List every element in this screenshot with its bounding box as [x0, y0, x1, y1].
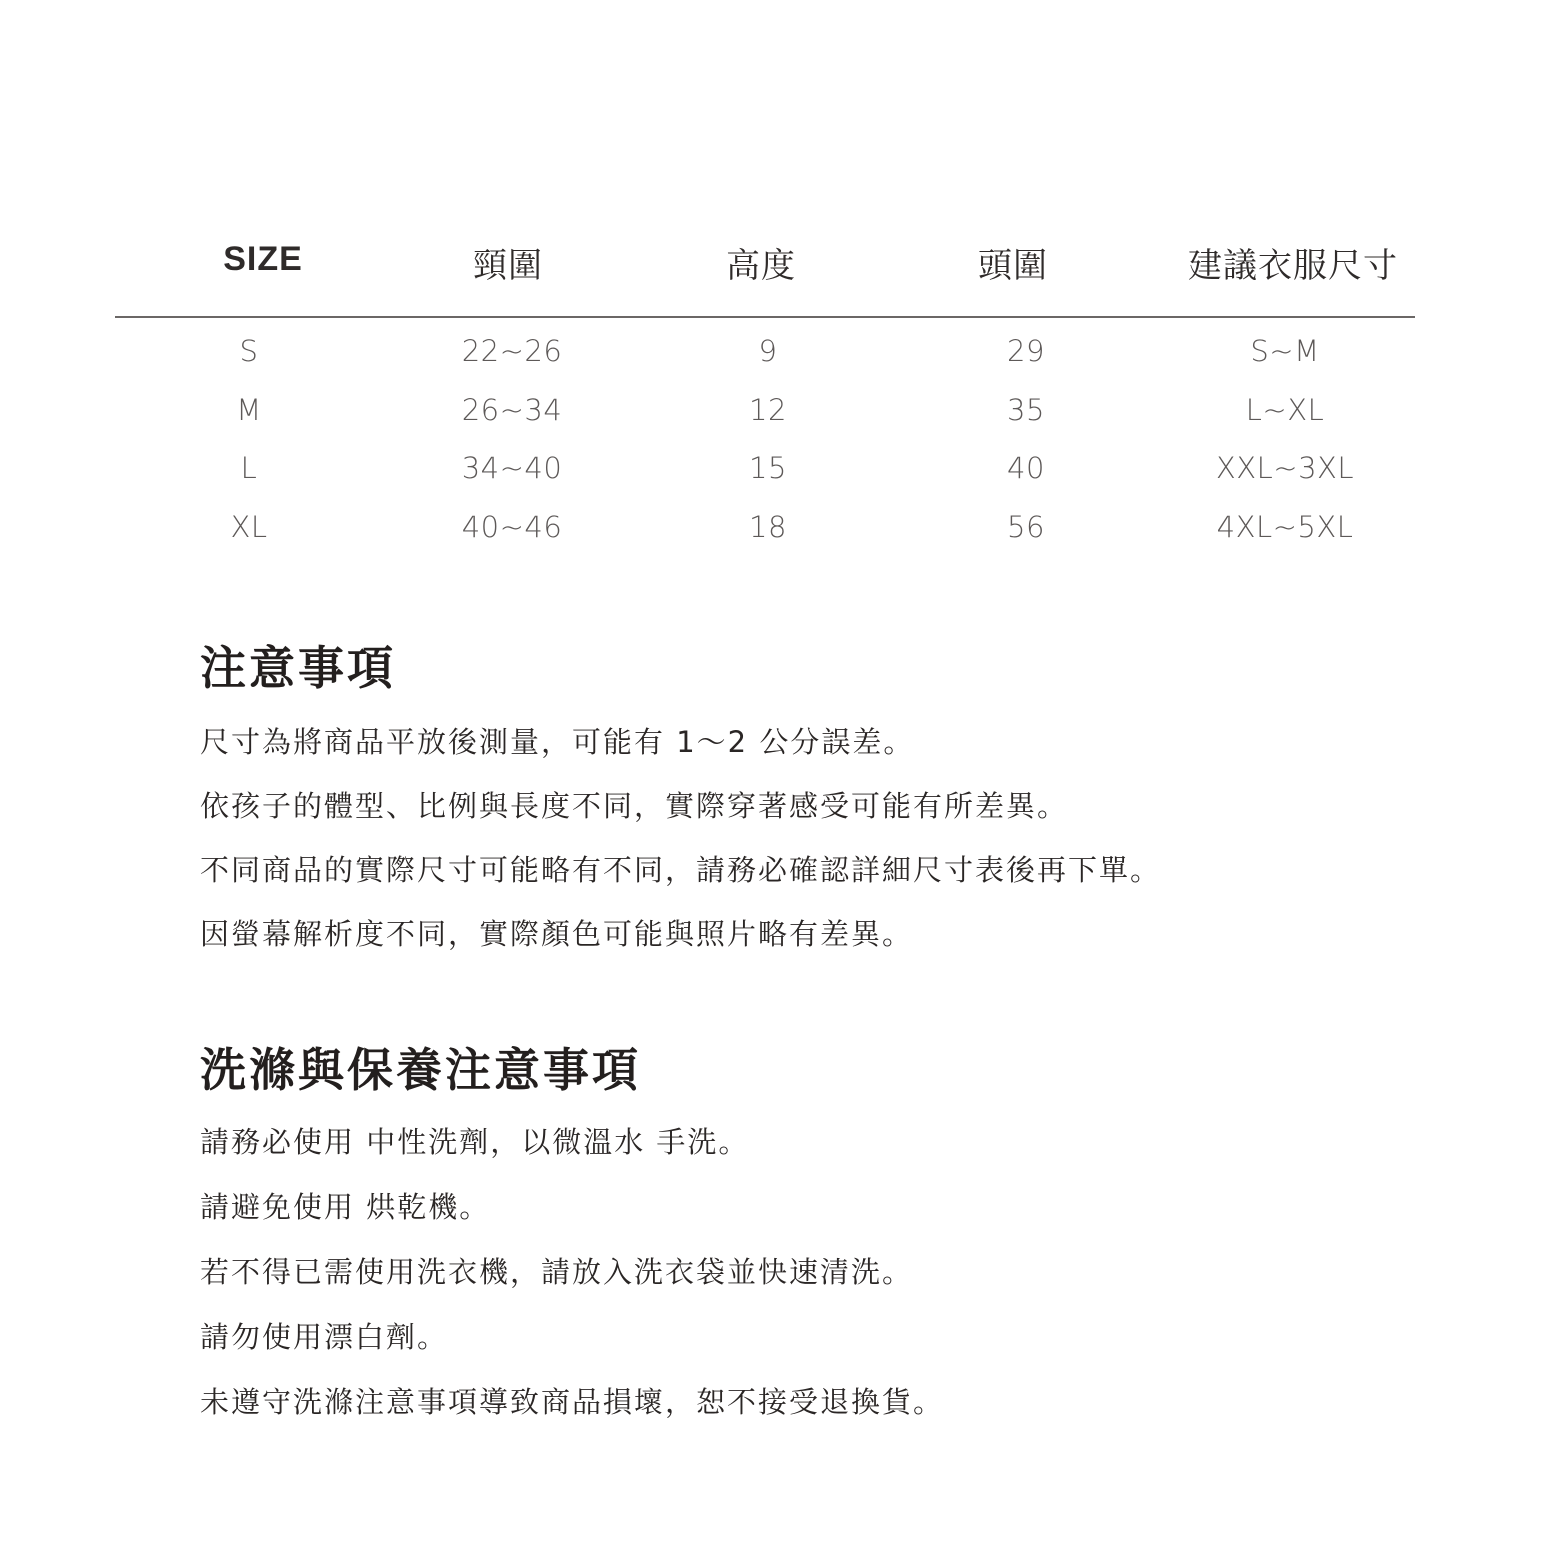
cell-height: 18 — [749, 509, 787, 544]
table-row — [115, 385, 1415, 444]
notes-list — [200, 710, 1400, 966]
cell-neck: 34~40 — [461, 451, 563, 485]
size-table-header — [115, 220, 1415, 318]
cell-height: 15 — [749, 451, 787, 485]
care-title: 洗滌與保養注意事項 — [200, 1043, 641, 1097]
list-item: 依孩子的體型、比例與長度不同，實際穿著感受可能有所差異。 — [200, 789, 1069, 823]
list-item: 若不得已需使用洗衣機，請放入洗衣袋並快速清洗。 — [200, 1255, 914, 1289]
list-item: 未遵守洗滌注意事項導致商品損壞，恕不接受退換貨。 — [200, 1385, 945, 1419]
list-item: 不同商品的實際尺寸可能略有不同，請務必確認詳細尺寸表後再下單。 — [200, 853, 1162, 887]
cell-size: S — [239, 334, 259, 368]
cell-suggested: L~XL — [1245, 392, 1325, 427]
cell-neck: 26~34 — [461, 392, 563, 427]
cell-suggested: S~M — [1250, 334, 1320, 368]
list-item: 請避免使用 烘乾機。 — [200, 1190, 491, 1224]
cell-height: 9 — [758, 334, 778, 368]
size-table-body — [115, 318, 1415, 560]
cell-size: L — [240, 451, 258, 485]
list-item: 請務必使用 中性洗劑，以微溫水 手洗。 — [200, 1125, 750, 1159]
cell-size: XL — [230, 509, 268, 544]
header-neck: 頸圍 — [473, 246, 543, 286]
table-row — [115, 326, 1415, 385]
list-item: 因螢幕解析度不同，實際顏色可能與照片略有差異。 — [200, 917, 914, 951]
cell-neck: 40~46 — [461, 509, 563, 544]
header-size: SIZE — [223, 240, 303, 278]
notes-section — [200, 638, 1400, 966]
cell-height: 12 — [749, 392, 787, 427]
cell-suggested: 4XL~5XL — [1216, 509, 1354, 544]
table-row — [115, 443, 1415, 502]
cell-neck: 22~26 — [461, 334, 563, 368]
list-item: 請勿使用漂白劑。 — [200, 1320, 449, 1354]
cell-head: 35 — [1007, 392, 1045, 427]
cell-head: 29 — [1007, 334, 1045, 368]
cell-suggested: XXL~3XL — [1215, 451, 1355, 485]
notes-title: 注意事項 — [200, 641, 396, 695]
cell-head: 40 — [1007, 451, 1045, 485]
list-item: 尺寸為將商品平放後測量，可能有 1～2 公分誤差。 — [200, 725, 915, 759]
header-suggested-clothing-size: 建議衣服尺寸 — [1188, 246, 1398, 286]
care-list — [200, 1110, 1400, 1435]
header-height: 高度 — [726, 246, 796, 286]
cell-size: M — [236, 392, 262, 427]
table-row — [115, 502, 1415, 561]
size-table — [115, 220, 1415, 560]
cell-head: 56 — [1007, 509, 1045, 544]
header-head: 頭圍 — [978, 246, 1048, 286]
care-section — [200, 1040, 1400, 1435]
